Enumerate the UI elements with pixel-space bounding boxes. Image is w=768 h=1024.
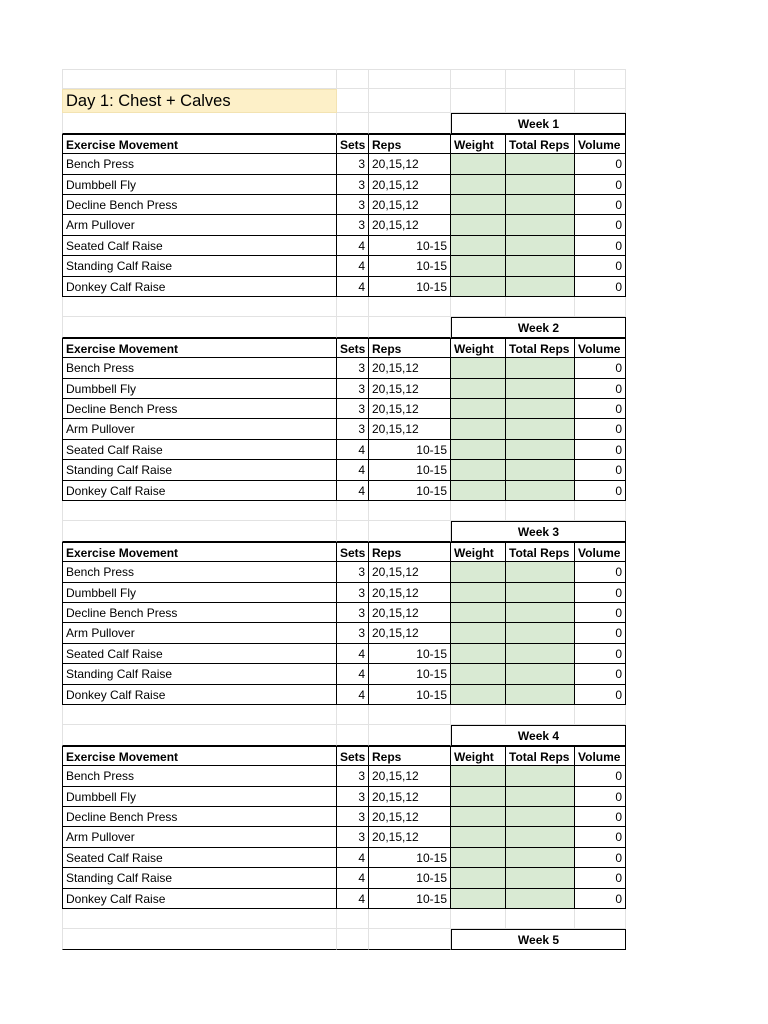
weight-input[interactable]	[451, 358, 506, 378]
exercise-sets[interactable]: 3	[337, 562, 369, 582]
header-total-reps: Total Reps	[506, 134, 575, 154]
exercise-reps[interactable]: 20,15,12	[369, 195, 451, 215]
exercise-reps[interactable]: 20,15,12	[369, 583, 451, 603]
exercise-reps[interactable]: 20,15,12	[369, 175, 451, 195]
exercise-volume[interactable]: 0	[575, 583, 626, 603]
exercise-row	[62, 154, 626, 174]
empty-cell[interactable]	[369, 89, 451, 113]
exercise-sets[interactable]: 4	[337, 664, 369, 684]
exercise-sets[interactable]: 4	[337, 889, 369, 909]
exercise-name[interactable]: Donkey Calf Raise	[62, 889, 337, 909]
week-label: Week 1	[451, 113, 626, 133]
exercise-reps[interactable]: 20,15,12	[369, 358, 451, 378]
exercise-volume[interactable]: 0	[575, 603, 626, 623]
exercise-name[interactable]: Arm Pullover	[62, 419, 337, 439]
weight-input[interactable]	[451, 685, 506, 705]
weight-input[interactable]	[451, 583, 506, 603]
weight-input[interactable]	[451, 256, 506, 276]
empty-cell[interactable]	[62, 929, 337, 949]
header-weight: Weight	[451, 746, 506, 766]
exercise-reps[interactable]: 10-15	[369, 481, 451, 501]
blank-row	[62, 69, 626, 89]
empty-cell[interactable]	[337, 725, 369, 745]
exercise-row	[62, 583, 626, 603]
exercise-volume[interactable]: 0	[575, 358, 626, 378]
empty-cell[interactable]	[337, 69, 369, 89]
exercise-sets[interactable]: 3	[337, 399, 369, 419]
total-reps-input[interactable]	[506, 215, 575, 235]
exercise-reps[interactable]: 20,15,12	[369, 623, 451, 643]
exercise-volume[interactable]: 0	[575, 236, 626, 256]
weight-input[interactable]	[451, 154, 506, 174]
header-total-reps: Total Reps	[506, 746, 575, 766]
weight-input[interactable]	[451, 195, 506, 215]
exercise-name[interactable]: Arm Pullover	[62, 215, 337, 235]
exercise-row	[62, 827, 626, 847]
week-header-row	[62, 113, 626, 133]
exercise-volume[interactable]: 0	[575, 379, 626, 399]
total-reps-input[interactable]	[506, 419, 575, 439]
exercise-sets[interactable]: 3	[337, 807, 369, 827]
exercise-name[interactable]: Seated Calf Raise	[62, 236, 337, 256]
empty-cell[interactable]	[337, 521, 369, 541]
header-reps: Reps	[369, 542, 451, 562]
header-exercise: Exercise Movement	[62, 746, 337, 766]
blank-row	[62, 297, 626, 317]
empty-cell[interactable]	[337, 501, 369, 521]
header-volume: Volume	[575, 134, 626, 154]
exercise-volume[interactable]: 0	[575, 399, 626, 419]
total-reps-input[interactable]	[506, 358, 575, 378]
weight-input[interactable]	[451, 399, 506, 419]
exercise-name[interactable]: Bench Press	[62, 154, 337, 174]
column-header-row	[62, 134, 626, 154]
exercise-name[interactable]: Bench Press	[62, 562, 337, 582]
exercise-row	[62, 685, 626, 705]
weight-input[interactable]	[451, 440, 506, 460]
exercise-name[interactable]: Bench Press	[62, 358, 337, 378]
exercise-reps[interactable]: 10-15	[369, 889, 451, 909]
exercise-sets[interactable]: 3	[337, 419, 369, 439]
exercise-sets[interactable]: 4	[337, 277, 369, 297]
exercise-reps[interactable]: 10-15	[369, 236, 451, 256]
week-label: Week 5	[451, 929, 626, 949]
empty-cell[interactable]	[506, 69, 575, 89]
exercise-sets[interactable]: 3	[337, 215, 369, 235]
empty-cell[interactable]	[506, 89, 575, 113]
empty-cell[interactable]	[62, 317, 337, 337]
empty-cell[interactable]	[506, 501, 575, 521]
weight-input[interactable]	[451, 215, 506, 235]
empty-cell[interactable]	[369, 501, 451, 521]
exercise-row	[62, 787, 626, 807]
empty-cell[interactable]	[369, 705, 451, 725]
header-total-reps: Total Reps	[506, 542, 575, 562]
exercise-reps[interactable]: 10-15	[369, 644, 451, 664]
exercise-reps[interactable]: 20,15,12	[369, 603, 451, 623]
empty-cell[interactable]	[506, 909, 575, 929]
exercise-row	[62, 256, 626, 276]
header-total-reps: Total Reps	[506, 338, 575, 358]
empty-cell[interactable]	[575, 501, 626, 521]
exercise-name[interactable]: Dumbbell Fly	[62, 583, 337, 603]
total-reps-input[interactable]	[506, 827, 575, 847]
total-reps-input[interactable]	[506, 154, 575, 174]
total-reps-input[interactable]	[506, 848, 575, 868]
exercise-row	[62, 868, 626, 888]
total-reps-input[interactable]	[506, 623, 575, 643]
empty-cell[interactable]	[369, 909, 451, 929]
exercise-sets[interactable]: 4	[337, 236, 369, 256]
exercise-volume[interactable]: 0	[575, 623, 626, 643]
exercise-row	[62, 481, 626, 501]
exercise-reps[interactable]: 20,15,12	[369, 379, 451, 399]
weight-input[interactable]	[451, 603, 506, 623]
week-label: Week 3	[451, 521, 626, 541]
exercise-name[interactable]: Standing Calf Raise	[62, 868, 337, 888]
empty-cell[interactable]	[62, 705, 337, 725]
header-volume: Volume	[575, 338, 626, 358]
exercise-name[interactable]: Arm Pullover	[62, 623, 337, 643]
exercise-name[interactable]: Seated Calf Raise	[62, 644, 337, 664]
exercise-volume[interactable]: 0	[575, 889, 626, 909]
exercise-reps[interactable]: 10-15	[369, 868, 451, 888]
sheet-title[interactable]: Day 1: Chest + Calves	[62, 89, 337, 113]
exercise-volume[interactable]: 0	[575, 175, 626, 195]
exercise-volume[interactable]: 0	[575, 827, 626, 847]
exercise-row	[62, 277, 626, 297]
exercise-volume[interactable]: 0	[575, 440, 626, 460]
exercise-reps[interactable]: 10-15	[369, 664, 451, 684]
total-reps-input[interactable]	[506, 562, 575, 582]
exercise-volume[interactable]: 0	[575, 277, 626, 297]
exercise-reps[interactable]: 20,15,12	[369, 787, 451, 807]
exercise-name[interactable]: Decline Bench Press	[62, 807, 337, 827]
weight-input[interactable]	[451, 664, 506, 684]
total-reps-input[interactable]	[506, 685, 575, 705]
header-volume: Volume	[575, 542, 626, 562]
exercise-volume[interactable]: 0	[575, 419, 626, 439]
empty-cell[interactable]	[369, 69, 451, 89]
weight-input[interactable]	[451, 623, 506, 643]
weight-input[interactable]	[451, 889, 506, 909]
exercise-volume[interactable]: 0	[575, 644, 626, 664]
exercise-reps[interactable]: 10-15	[369, 440, 451, 460]
exercise-name[interactable]: Seated Calf Raise	[62, 848, 337, 868]
total-reps-input[interactable]	[506, 440, 575, 460]
weight-input[interactable]	[451, 644, 506, 664]
total-reps-input[interactable]	[506, 664, 575, 684]
exercise-row	[62, 236, 626, 256]
exercise-volume[interactable]: 0	[575, 215, 626, 235]
blank-row	[62, 501, 626, 521]
empty-cell[interactable]	[451, 297, 506, 317]
exercise-volume[interactable]: 0	[575, 807, 626, 827]
empty-cell[interactable]	[369, 317, 451, 337]
title-row	[62, 89, 626, 113]
empty-cell[interactable]	[451, 501, 506, 521]
empty-cell[interactable]	[337, 909, 369, 929]
exercise-row	[62, 623, 626, 643]
weight-input[interactable]	[451, 277, 506, 297]
blank-row	[62, 909, 626, 929]
total-reps-input[interactable]	[506, 583, 575, 603]
exercise-name[interactable]: Donkey Calf Raise	[62, 685, 337, 705]
empty-cell[interactable]	[337, 113, 369, 133]
total-reps-input[interactable]	[506, 175, 575, 195]
empty-cell[interactable]	[575, 909, 626, 929]
exercise-row	[62, 603, 626, 623]
exercise-row	[62, 440, 626, 460]
exercise-row	[62, 562, 626, 582]
header-reps: Reps	[369, 134, 451, 154]
weight-input[interactable]	[451, 807, 506, 827]
exercise-sets[interactable]: 3	[337, 787, 369, 807]
exercise-name[interactable]: Decline Bench Press	[62, 195, 337, 215]
header-weight: Weight	[451, 134, 506, 154]
exercise-volume[interactable]: 0	[575, 481, 626, 501]
empty-cell[interactable]	[337, 89, 369, 113]
exercise-sets[interactable]: 3	[337, 195, 369, 215]
empty-cell[interactable]	[506, 705, 575, 725]
exercise-row	[62, 889, 626, 909]
empty-cell[interactable]	[62, 501, 337, 521]
header-exercise: Exercise Movement	[62, 542, 337, 562]
exercise-reps[interactable]: 10-15	[369, 256, 451, 276]
exercise-reps[interactable]: 10-15	[369, 685, 451, 705]
total-reps-input[interactable]	[506, 481, 575, 501]
exercise-sets[interactable]: 3	[337, 766, 369, 786]
exercise-row	[62, 379, 626, 399]
exercise-reps[interactable]: 10-15	[369, 460, 451, 480]
exercise-sets[interactable]: 4	[337, 868, 369, 888]
weight-input[interactable]	[451, 419, 506, 439]
empty-cell[interactable]	[369, 725, 451, 745]
header-exercise: Exercise Movement	[62, 134, 337, 154]
exercise-volume[interactable]: 0	[575, 195, 626, 215]
weight-input[interactable]	[451, 379, 506, 399]
exercise-sets[interactable]: 3	[337, 623, 369, 643]
exercise-reps[interactable]: 20,15,12	[369, 766, 451, 786]
exercise-sets[interactable]: 4	[337, 460, 369, 480]
weight-input[interactable]	[451, 766, 506, 786]
exercise-volume[interactable]: 0	[575, 787, 626, 807]
total-reps-input[interactable]	[506, 460, 575, 480]
total-reps-input[interactable]	[506, 256, 575, 276]
empty-cell[interactable]	[451, 705, 506, 725]
total-reps-input[interactable]	[506, 644, 575, 664]
exercise-sets[interactable]: 4	[337, 685, 369, 705]
exercise-row	[62, 848, 626, 868]
header-weight: Weight	[451, 542, 506, 562]
empty-cell[interactable]	[575, 69, 626, 89]
exercise-reps[interactable]: 20,15,12	[369, 154, 451, 174]
exercise-sets[interactable]: 4	[337, 256, 369, 276]
exercise-volume[interactable]: 0	[575, 664, 626, 684]
exercise-name[interactable]: Bench Press	[62, 766, 337, 786]
week-header-row	[62, 317, 626, 337]
exercise-row	[62, 215, 626, 235]
weight-input[interactable]	[451, 460, 506, 480]
exercise-name[interactable]: Seated Calf Raise	[62, 440, 337, 460]
exercise-volume[interactable]: 0	[575, 460, 626, 480]
exercise-row	[62, 807, 626, 827]
empty-cell[interactable]	[62, 909, 337, 929]
weight-input[interactable]	[451, 481, 506, 501]
empty-cell[interactable]	[337, 705, 369, 725]
exercise-row	[62, 766, 626, 786]
blank-row	[62, 705, 626, 725]
empty-cell[interactable]	[369, 113, 451, 133]
exercise-name[interactable]: Standing Calf Raise	[62, 460, 337, 480]
exercise-row	[62, 175, 626, 195]
total-reps-input[interactable]	[506, 195, 575, 215]
total-reps-input[interactable]	[506, 807, 575, 827]
empty-cell[interactable]	[451, 89, 506, 113]
exercise-name[interactable]: Arm Pullover	[62, 827, 337, 847]
header-volume: Volume	[575, 746, 626, 766]
total-reps-input[interactable]	[506, 766, 575, 786]
header-reps: Reps	[369, 338, 451, 358]
exercise-row	[62, 419, 626, 439]
weight-input[interactable]	[451, 175, 506, 195]
total-reps-input[interactable]	[506, 603, 575, 623]
exercise-reps[interactable]: 20,15,12	[369, 399, 451, 419]
exercise-reps[interactable]: 20,15,12	[369, 215, 451, 235]
exercise-name[interactable]: Donkey Calf Raise	[62, 481, 337, 501]
empty-cell[interactable]	[62, 297, 337, 317]
week-header-row	[62, 929, 626, 949]
empty-cell[interactable]	[451, 69, 506, 89]
week-label: Week 2	[451, 317, 626, 337]
weight-input[interactable]	[451, 236, 506, 256]
column-header-row	[62, 746, 626, 766]
exercise-sets[interactable]: 3	[337, 175, 369, 195]
week-label: Week 4	[451, 725, 626, 745]
total-reps-input[interactable]	[506, 379, 575, 399]
exercise-name[interactable]: Decline Bench Press	[62, 399, 337, 419]
exercise-sets[interactable]: 4	[337, 440, 369, 460]
exercise-reps[interactable]: 20,15,12	[369, 562, 451, 582]
weight-input[interactable]	[451, 827, 506, 847]
empty-cell[interactable]	[369, 297, 451, 317]
exercise-row	[62, 195, 626, 215]
exercise-reps[interactable]: 20,15,12	[369, 419, 451, 439]
exercise-volume[interactable]: 0	[575, 256, 626, 276]
exercise-row	[62, 460, 626, 480]
exercise-name[interactable]: Dumbbell Fly	[62, 379, 337, 399]
exercise-sets[interactable]: 3	[337, 379, 369, 399]
exercise-volume[interactable]: 0	[575, 868, 626, 888]
header-sets: Sets	[337, 542, 369, 562]
exercise-name[interactable]: Decline Bench Press	[62, 603, 337, 623]
exercise-row	[62, 644, 626, 664]
empty-cell[interactable]	[369, 929, 451, 949]
empty-cell[interactable]	[575, 297, 626, 317]
total-reps-input[interactable]	[506, 868, 575, 888]
header-sets: Sets	[337, 746, 369, 766]
exercise-row	[62, 664, 626, 684]
column-header-row	[62, 338, 626, 358]
exercise-volume[interactable]: 0	[575, 154, 626, 174]
empty-cell[interactable]	[62, 725, 337, 745]
exercise-reps[interactable]: 20,15,12	[369, 807, 451, 827]
empty-cell[interactable]	[337, 929, 369, 949]
total-reps-input[interactable]	[506, 787, 575, 807]
exercise-name[interactable]: Donkey Calf Raise	[62, 277, 337, 297]
exercise-name[interactable]: Dumbbell Fly	[62, 787, 337, 807]
exercise-reps[interactable]: 10-15	[369, 848, 451, 868]
exercise-sets[interactable]: 3	[337, 603, 369, 623]
week-header-row	[62, 725, 626, 745]
exercise-volume[interactable]: 0	[575, 562, 626, 582]
header-sets: Sets	[337, 134, 369, 154]
empty-cell[interactable]	[62, 113, 337, 133]
total-reps-input[interactable]	[506, 889, 575, 909]
header-exercise: Exercise Movement	[62, 338, 337, 358]
total-reps-input[interactable]	[506, 399, 575, 419]
exercise-name[interactable]: Standing Calf Raise	[62, 256, 337, 276]
total-reps-input[interactable]	[506, 236, 575, 256]
empty-cell[interactable]	[62, 69, 337, 89]
empty-cell[interactable]	[575, 705, 626, 725]
empty-cell[interactable]	[337, 317, 369, 337]
exercise-volume[interactable]: 0	[575, 766, 626, 786]
empty-cell[interactable]	[337, 297, 369, 317]
total-reps-input[interactable]	[506, 277, 575, 297]
exercise-sets[interactable]: 3	[337, 154, 369, 174]
weight-input[interactable]	[451, 562, 506, 582]
exercise-sets[interactable]: 3	[337, 583, 369, 603]
header-reps: Reps	[369, 746, 451, 766]
empty-cell[interactable]	[369, 521, 451, 541]
empty-cell[interactable]	[451, 909, 506, 929]
exercise-sets[interactable]: 4	[337, 481, 369, 501]
week-header-row	[62, 521, 626, 541]
header-sets: Sets	[337, 338, 369, 358]
exercise-sets[interactable]: 4	[337, 644, 369, 664]
weight-input[interactable]	[451, 868, 506, 888]
exercise-row	[62, 399, 626, 419]
exercise-sets[interactable]: 3	[337, 827, 369, 847]
weight-input[interactable]	[451, 848, 506, 868]
exercise-volume[interactable]: 0	[575, 848, 626, 868]
empty-cell[interactable]	[506, 297, 575, 317]
weight-input[interactable]	[451, 787, 506, 807]
header-weight: Weight	[451, 338, 506, 358]
empty-cell[interactable]	[575, 89, 626, 113]
exercise-sets[interactable]: 4	[337, 848, 369, 868]
exercise-reps[interactable]: 20,15,12	[369, 827, 451, 847]
exercise-sets[interactable]: 3	[337, 358, 369, 378]
exercise-name[interactable]: Dumbbell Fly	[62, 175, 337, 195]
exercise-name[interactable]: Standing Calf Raise	[62, 664, 337, 684]
exercise-reps[interactable]: 10-15	[369, 277, 451, 297]
exercise-row	[62, 358, 626, 378]
exercise-volume[interactable]: 0	[575, 685, 626, 705]
column-header-row	[62, 542, 626, 562]
empty-cell[interactable]	[62, 521, 337, 541]
